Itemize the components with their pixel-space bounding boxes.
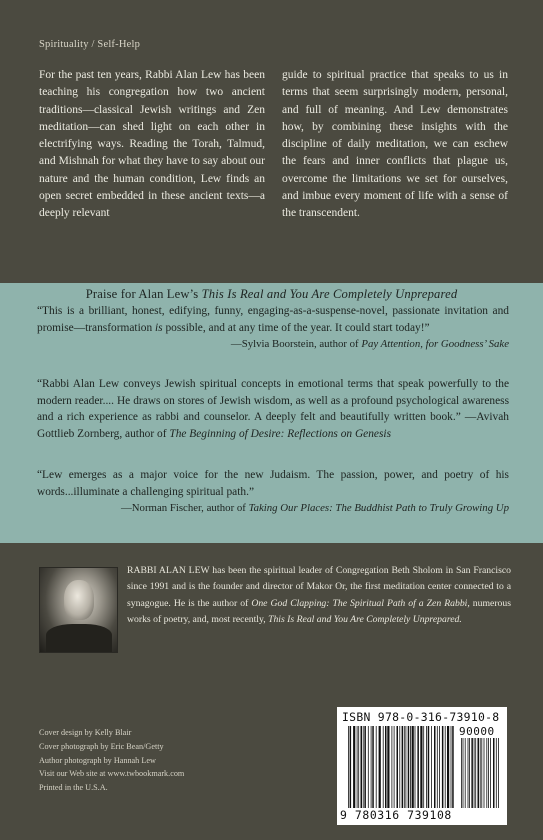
barcode — [337, 707, 507, 825]
barcode-bar — [463, 738, 464, 808]
credit-cover-design: Cover design by Kelly Blair — [39, 728, 132, 737]
barcode-bar — [368, 726, 369, 808]
quote-1-attribution-name: —Sylvia Boorstein, author of — [230, 338, 359, 351]
barcode-bar — [478, 738, 480, 808]
credit-author-photo: Author photograph by Hannah Lew — [39, 755, 156, 765]
praise-band — [0, 283, 543, 543]
isbn-label: ISBN 978-0-316-73910-8 — [342, 710, 500, 724]
barcode-bar — [452, 726, 454, 808]
barcode-bar — [445, 726, 446, 808]
barcode-bar — [387, 726, 389, 808]
barcode-bar — [412, 726, 414, 808]
barcode-bar — [408, 726, 410, 808]
barcode-bar — [434, 726, 436, 808]
author-bio — [127, 563, 511, 629]
quote-3-text: “Lew emerges as a major voice for the new Judaism. The passion, power, and poetry of his words...illuminate a challenging spiritual path.” — [37, 469, 509, 498]
quote-3-attribution-work: Taking Our Places: The Buddhist Path to Truly Growing Up — [248, 502, 509, 515]
barcode-bar — [431, 726, 432, 808]
praise-title — [0, 287, 543, 302]
description-section — [0, 0, 543, 283]
quote-2-text: “Rabbi Alan Lew conveys Jewish spiritual concepts in emotional terms that speak powerfully to the modern reader.... He draws on stores of Jewish wisdom, as well as a profound psychological awareness and a rich experience as rabbi and counselor. A deeply felt and beautifully written book.” — [37, 378, 509, 424]
barcode-bar — [468, 738, 469, 808]
barcode-bar — [404, 726, 405, 808]
praise-title-book: This Is Real and You Are Completely Unprepared — [201, 287, 458, 301]
barcode-bar — [480, 738, 481, 808]
barcode-bar — [383, 726, 384, 808]
author-photo — [39, 567, 118, 653]
quote-3-attribution — [37, 500, 509, 517]
barcode-bar — [474, 738, 475, 808]
price-code: 90000 — [459, 725, 495, 738]
praise-quote-3 — [37, 467, 509, 517]
quote-1-attribution-work: Pay Attention, for Goodness’ Sake — [361, 338, 509, 351]
barcode-bar — [442, 726, 444, 808]
category-label: Spirituality / Self-Help — [39, 39, 141, 50]
bio-text-2: numerous works of poetry, and, most recently, — [127, 597, 512, 626]
barcode-bar — [465, 738, 466, 808]
barcode-bar — [348, 726, 349, 808]
barcode-bar — [402, 726, 404, 808]
barcode-bar — [484, 738, 485, 808]
barcode-bar — [376, 726, 377, 808]
barcode-bar — [394, 726, 395, 808]
quote-1-text-before: “This is a brilliant, honest, edifying, funny, engaging-as-a-suspense-novel, passionate invitation and promise—transformation — [37, 305, 509, 334]
barcode-bar — [423, 726, 424, 808]
barcode-bar — [361, 726, 363, 808]
barcode-bar — [451, 726, 452, 808]
barcode-bar — [437, 726, 438, 808]
bio-work-2: This Is Real and You Are Completely Unprepared. — [268, 614, 462, 626]
description-column-left: For the past ten years, Rabbi Alan Lew has been teaching his congregation how two ancient traditions—classical Jewish writings and Zen meditation—can shed light on each other in electrifying ways. Reading the Torah, Talmud, and Mishnah for what they have to say about our nature and the human condition, Lew finds an open secret embedded in these ancient texts—a deeply relevant — [39, 69, 265, 220]
description-column-right: guide to spiritual practice that speaks to us in terms that seem surprisingly modern, personal, and full of meaning. And Lew demonstrates how, by combining these insights with the discipline of daily meditation, we can eschew the fears and inner conflicts that plague us, overcome the limitations we set for ourselves, and imbue every moment of life with a sense of the transcendent. — [282, 69, 508, 220]
barcode-bar — [426, 726, 427, 808]
barcode-bar — [493, 738, 495, 808]
ean-bars — [348, 726, 454, 808]
barcode-bar — [357, 726, 358, 808]
author-photo-face — [64, 580, 94, 620]
barcode-bar — [475, 738, 476, 808]
barcode-bar — [428, 726, 430, 808]
ean-digits: 9 780316 739108 — [340, 808, 452, 822]
bio-work-1: One God Clapping: The Spiritual Path of a Zen Rabbi, — [251, 597, 470, 609]
barcode-bar — [363, 726, 364, 808]
quote-1-emphasis: is — [155, 321, 163, 334]
credit-website: Visit our Web site at www.twbookmark.com — [39, 769, 185, 779]
barcode-bar — [364, 726, 366, 808]
praise-quote-1 — [37, 303, 509, 353]
quote-1-text-after: possible, and at any time of the year. It could start today!” — [165, 321, 430, 334]
barcode-bar — [392, 726, 393, 808]
barcode-bar — [397, 726, 399, 808]
barcode-bar — [371, 726, 372, 808]
barcode-bar — [358, 726, 359, 808]
barcode-bar — [447, 726, 449, 808]
barcode-bar — [385, 726, 387, 808]
barcode-bar — [372, 726, 374, 808]
credits — [39, 726, 184, 795]
credit-cover-photo: Cover photograph by Eric Bean/Getty — [39, 741, 164, 751]
quote-3-attribution-name: —Norman Fischer, author of — [120, 502, 246, 515]
author-photo-shoulder — [46, 624, 112, 652]
quote-1-attribution — [37, 336, 509, 353]
praise-quote-2 — [37, 376, 509, 442]
barcode-bar — [410, 726, 411, 808]
credit-printed: Printed in the U.S.A. — [39, 783, 108, 793]
barcode-bar — [399, 726, 400, 808]
barcode-bar — [496, 738, 497, 808]
barcode-bar — [486, 738, 487, 808]
barcode-bar — [420, 726, 422, 808]
barcode-bar — [469, 738, 470, 808]
quote-2-attribution-name: —Avivah Gottlieb Zornberg, author of — [37, 411, 509, 440]
barcode-bar — [481, 738, 482, 808]
praise-title-prefix: Praise for Alan Lew’s — [85, 287, 199, 301]
barcode-bar — [350, 726, 352, 808]
barcode-bar — [471, 738, 473, 808]
barcode-bar — [439, 726, 440, 808]
addon-bars — [461, 738, 501, 808]
barcode-bar — [379, 726, 381, 808]
barcode-bar — [417, 726, 419, 808]
barcode-bar — [490, 738, 491, 808]
quote-2-attribution-work: The Beginning of Desire: Reflections on Genesis — [169, 427, 392, 440]
barcode-bar — [498, 738, 499, 808]
bio-text-1: RABBI ALAN LEW has been the spiritual leader of Congregation Beth Sholom in San Francisco since 1991 and is the founder and director of Makor Or, the first meditation center connected to a synagogue. He is the author of — [127, 565, 511, 609]
barcode-bar — [406, 726, 407, 808]
barcode-bar — [353, 726, 355, 808]
barcode-bar — [461, 738, 462, 808]
barcode-bar — [415, 726, 416, 808]
barcode-bar — [488, 738, 489, 808]
